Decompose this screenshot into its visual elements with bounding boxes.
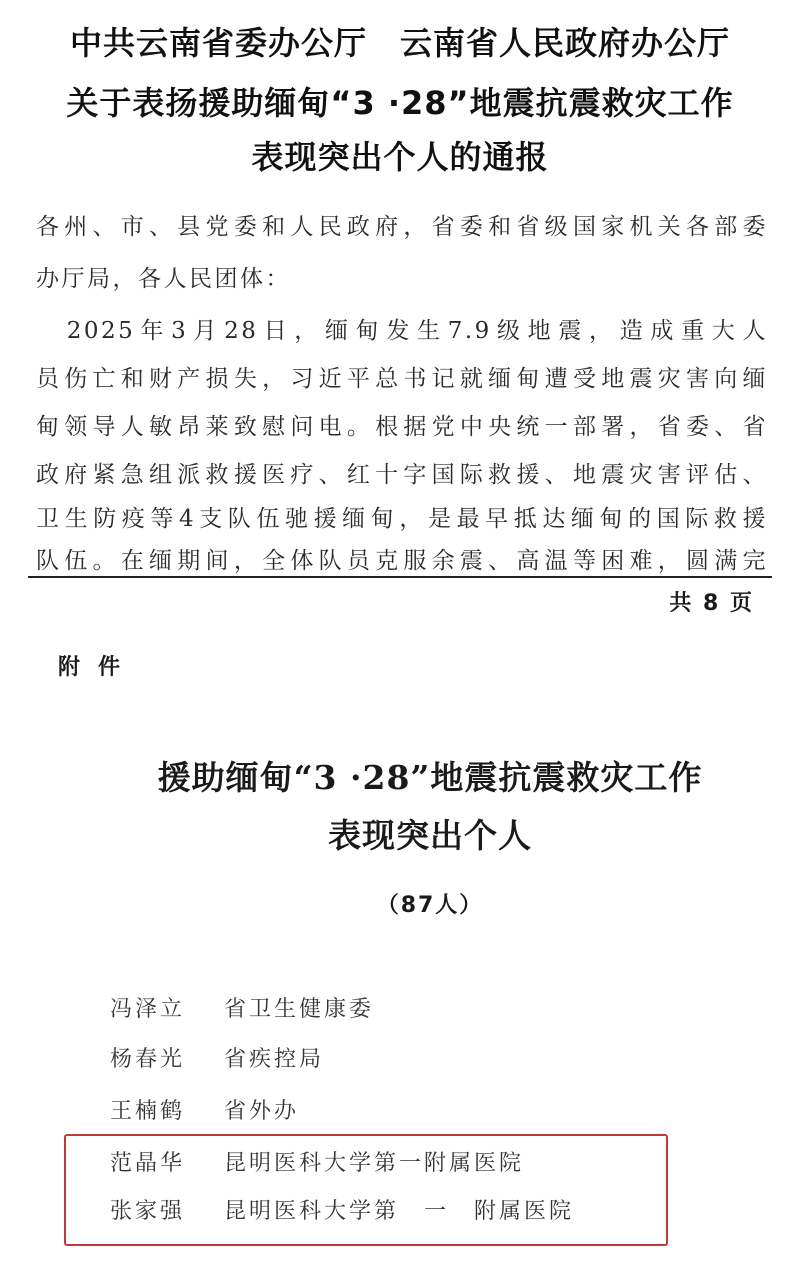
body-line-2: 办厅局，各人民团体： [36, 266, 291, 292]
honoree-org: 省卫生健康委 [224, 997, 375, 1022]
honoree-name: 王楠鹤 [110, 1099, 186, 1124]
honoree-org: 省疾控局 [224, 1047, 325, 1072]
body-line-6: 政府紧急组派救援医疗、红十字国际救援、地震灾害评估、 [36, 462, 768, 488]
honoree-org: 昆明医科大学第 一 附属医院 [224, 1199, 575, 1224]
attachment-label: 附件 [58, 655, 139, 680]
notice-title-line-2: 表现突出个人的通报 [251, 138, 549, 176]
honoree-row [110, 1094, 299, 1125]
honoree-row [110, 1042, 324, 1073]
honoree-name: 冯泽立 [110, 997, 186, 1022]
body-line-5: 甸领导人敏昂莱致慰问电。根据党中央统一部署，省委、省 [36, 414, 768, 440]
honoree-org: 省外办 [224, 1099, 300, 1124]
body-line-3: 2025年3月28日，缅甸发生7.9级地震，造成重大人 [36, 318, 768, 344]
honoree-row [110, 992, 374, 1023]
honoree-name: 范晶华 [110, 1151, 186, 1176]
attachment-title-line-2: 表现突出个人 [328, 816, 532, 855]
honoree-name: 杨春光 [110, 1047, 186, 1072]
body-line-8: 队伍。在缅期间，全体队员克服余震、高温等困难，圆满完 [36, 548, 768, 574]
notice-title-line-1: 关于表扬援助缅甸“3 ·28”地震抗震救灾工作 [66, 84, 734, 122]
page-count: 共 8 页 [669, 591, 754, 616]
issuers-heading: 中共云南省委办公厅 云南省人民政府办公厅 [69, 24, 730, 62]
honoree-count: （87人） [376, 893, 484, 918]
page-divider [28, 576, 772, 578]
highlight-box [64, 1134, 668, 1246]
honoree-name: 张家强 [110, 1199, 186, 1224]
body-line-7: 卫生防疫等4支队伍驰援缅甸，是最早抵达缅甸的国际救援 [36, 506, 768, 532]
attachment-title-line-1: 援助缅甸“3 ·28”地震抗震救灾工作 [157, 758, 703, 797]
body-line-4: 员伤亡和财产损失，习近平总书记就缅甸遭受地震灾害向缅 [36, 366, 768, 392]
body-line-1: 各州、市、县党委和人民政府，省委和省级国家机关各部委 [36, 214, 768, 240]
honoree-org: 昆明医科大学第一附属医院 [224, 1151, 525, 1176]
